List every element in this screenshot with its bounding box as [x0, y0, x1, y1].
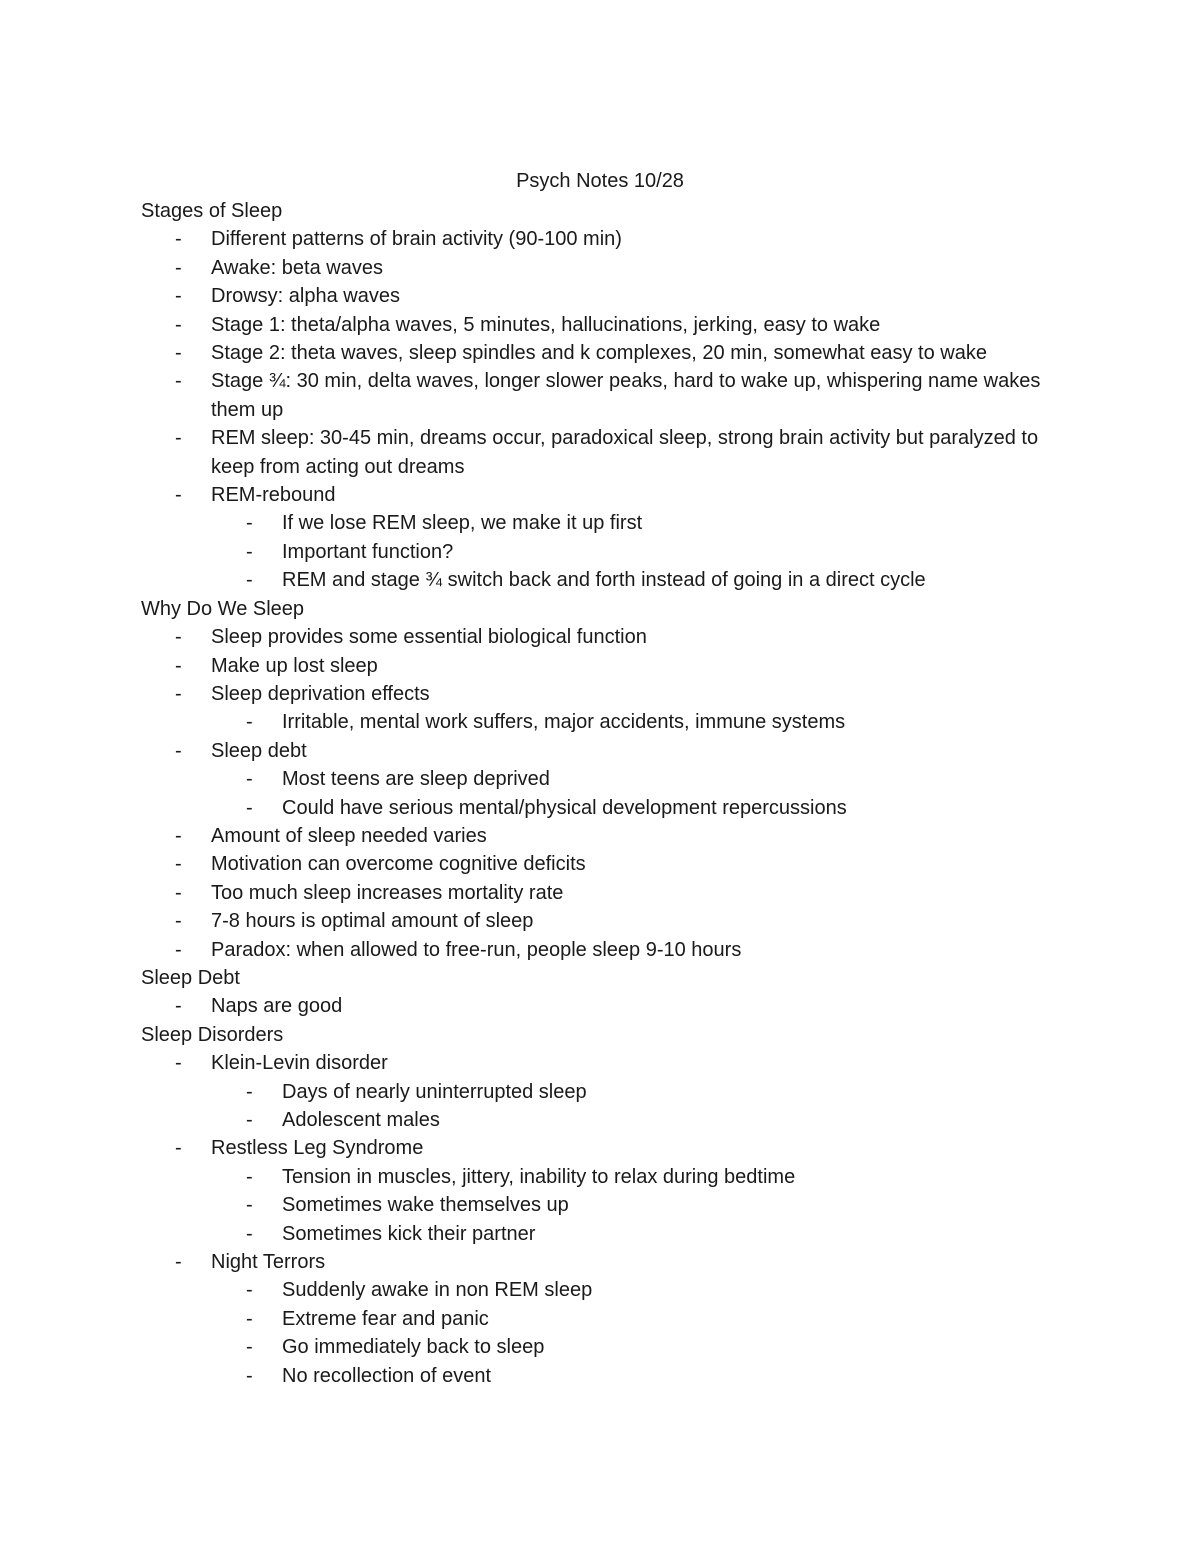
list-item-text: Irritable, mental work suffers, major accidents, immune systems	[282, 711, 846, 734]
bullet-dash: -	[175, 228, 182, 251]
bullet-dash: -	[175, 654, 182, 677]
list-item-text: Go immediately back to sleep	[282, 1336, 545, 1359]
bullet-dash: -	[175, 910, 182, 933]
list-item-text: Adolescent males	[282, 1109, 440, 1131]
list-item-text: Stage ¾: 30 min, delta waves, longer slower peaks, hard to wake up, whispering name wakes them up	[211, 370, 1041, 421]
bullet-dash: -	[175, 370, 182, 393]
list-item-text: Make up lost sleep	[211, 654, 378, 677]
list-item-text: Night Terrors	[211, 1251, 326, 1274]
bullet-dash: -	[246, 768, 253, 791]
bullet-dash: -	[246, 796, 253, 819]
list-item-text: Too much sleep increases mortality rate	[211, 881, 564, 904]
list-item	[141, 424, 1071, 481]
sub-list-item	[141, 1191, 1071, 1219]
bullet-list	[141, 1049, 1071, 1390]
bullet-dash: -	[175, 1251, 182, 1274]
list-item-text: Important function?	[282, 540, 454, 563]
list-item-text: Motivation can overcome cognitive deficits	[211, 853, 586, 876]
bullet-dash: -	[175, 682, 182, 705]
list-item	[141, 652, 1071, 680]
list-item-text: Paradox: when allowed to free-run, people sleep 9-10 hours	[211, 938, 742, 961]
list-item	[141, 1134, 1071, 1162]
section	[141, 964, 1071, 1021]
sub-list-item	[141, 1362, 1071, 1390]
sub-list-item	[141, 538, 1071, 566]
sub-list-item	[141, 1106, 1071, 1134]
bullet-list	[141, 992, 1071, 1020]
bullet-list	[141, 225, 1071, 594]
list-item-text: Sleep debt	[211, 739, 307, 762]
sub-list-item	[141, 765, 1071, 793]
list-item-text: Stage 1: theta/alpha waves, 5 minutes, hallucinations, jerking, easy to wake	[211, 313, 881, 336]
section-heading: Why Do We Sleep	[141, 597, 305, 620]
list-item-text: Days of nearly uninterrupted sleep	[282, 1080, 587, 1103]
bullet-dash: -	[246, 1109, 253, 1131]
list-item	[141, 282, 1071, 310]
list-item	[141, 850, 1071, 878]
bullet-dash: -	[175, 739, 182, 762]
section-heading: Sleep Debt	[141, 966, 240, 989]
list-item	[141, 822, 1071, 850]
bullet-dash: -	[175, 881, 182, 904]
bullet-dash: -	[246, 1194, 253, 1217]
sub-list-item	[141, 708, 1071, 736]
bullet-dash: -	[175, 427, 182, 450]
bullet-dash: -	[175, 938, 182, 961]
section-heading: Stages of Sleep	[141, 200, 283, 222]
list-item	[141, 339, 1071, 367]
bullet-dash: -	[246, 1279, 253, 1302]
section	[141, 197, 1071, 595]
bullet-dash: -	[175, 626, 182, 649]
list-item-text: REM-rebound	[211, 484, 336, 507]
bullet-dash: -	[246, 1222, 253, 1245]
sub-list-item	[141, 1305, 1071, 1333]
list-item-text: Amount of sleep needed varies	[211, 824, 487, 847]
sub-list-item	[141, 509, 1071, 537]
bullet-dash: -	[175, 1052, 182, 1075]
list-item-text: Could have serious mental/physical development repercussions	[282, 796, 847, 819]
bullet-dash: -	[246, 1336, 253, 1359]
list-item-text: Tension in muscles, jittery, inability to relax during bedtime	[282, 1165, 796, 1188]
bullet-dash: -	[175, 313, 182, 336]
list-item-text: Extreme fear and panic	[282, 1307, 489, 1330]
list-item	[141, 936, 1071, 964]
list-item-text: Klein-Levin disorder	[211, 1052, 388, 1075]
section	[141, 1021, 1071, 1390]
list-item	[141, 1248, 1071, 1276]
bullet-list	[141, 623, 1071, 964]
list-item-text: Stage 2: theta waves, sleep spindles and k complexes, 20 min, somewhat easy to wake	[211, 342, 987, 365]
list-item	[141, 1049, 1071, 1077]
bullet-dash: -	[246, 711, 253, 734]
bullet-dash: -	[175, 285, 182, 308]
list-item	[141, 225, 1071, 253]
list-item	[141, 879, 1071, 907]
list-item-text: Sleep provides some essential biological function	[211, 626, 647, 649]
sub-list-item	[141, 1078, 1071, 1106]
list-item	[141, 367, 1071, 424]
bullet-dash: -	[246, 1307, 253, 1330]
bullet-dash: -	[175, 342, 182, 365]
document-body	[141, 197, 1071, 1390]
bullet-dash: -	[175, 256, 182, 279]
document-title: Psych Notes 10/28	[516, 170, 684, 192]
list-item-text: Awake: beta waves	[211, 256, 383, 279]
list-item-text: Most teens are sleep deprived	[282, 768, 550, 791]
sub-list-item	[141, 1220, 1071, 1248]
bullet-dash: -	[246, 1165, 253, 1188]
list-item-text: If we lose REM sleep, we make it up first	[282, 512, 643, 535]
list-item	[141, 311, 1071, 339]
list-item	[141, 623, 1071, 651]
bullet-dash: -	[246, 1364, 253, 1387]
sub-list-item	[141, 1163, 1071, 1191]
bullet-dash: -	[175, 824, 182, 847]
bullet-dash: -	[246, 569, 253, 592]
list-item-text: REM sleep: 30-45 min, dreams occur, paradoxical sleep, strong brain activity but paralyzed to keep from acting out dreams	[211, 427, 1039, 478]
list-item	[141, 737, 1071, 765]
bullet-dash: -	[246, 1080, 253, 1103]
list-item	[141, 254, 1071, 282]
list-item-text: REM and stage ¾ switch back and forth instead of going in a direct cycle	[282, 569, 926, 592]
bullet-dash: -	[175, 995, 182, 1018]
list-item	[141, 680, 1071, 708]
sub-list-item	[141, 1276, 1071, 1304]
list-item-text: Restless Leg Syndrome	[211, 1137, 424, 1160]
section-heading: Sleep Disorders	[141, 1023, 284, 1046]
sub-list-item	[141, 566, 1071, 594]
list-item	[141, 481, 1071, 509]
bullet-dash: -	[175, 1137, 182, 1160]
list-item	[141, 907, 1071, 935]
sub-list-item	[141, 794, 1071, 822]
list-item	[141, 992, 1071, 1020]
list-item-text: Drowsy: alpha waves	[211, 285, 400, 308]
bullet-dash: -	[175, 484, 182, 507]
bullet-dash: -	[175, 853, 182, 876]
sub-list-item	[141, 1333, 1071, 1361]
list-item-text: Sometimes kick their partner	[282, 1222, 536, 1245]
section	[141, 595, 1071, 964]
list-item-text: Sleep deprivation effects	[211, 682, 430, 705]
bullet-dash: -	[246, 540, 253, 563]
list-item-text: Suddenly awake in non REM sleep	[282, 1279, 593, 1302]
list-item-text: Different patterns of brain activity (90-100 min)	[211, 228, 622, 251]
list-item-text: Sometimes wake themselves up	[282, 1194, 569, 1217]
list-item-text: 7-8 hours is optimal amount of sleep	[211, 910, 534, 933]
list-item-text: No recollection of event	[282, 1364, 492, 1387]
list-item-text: Naps are good	[211, 995, 343, 1018]
bullet-dash: -	[246, 512, 253, 535]
